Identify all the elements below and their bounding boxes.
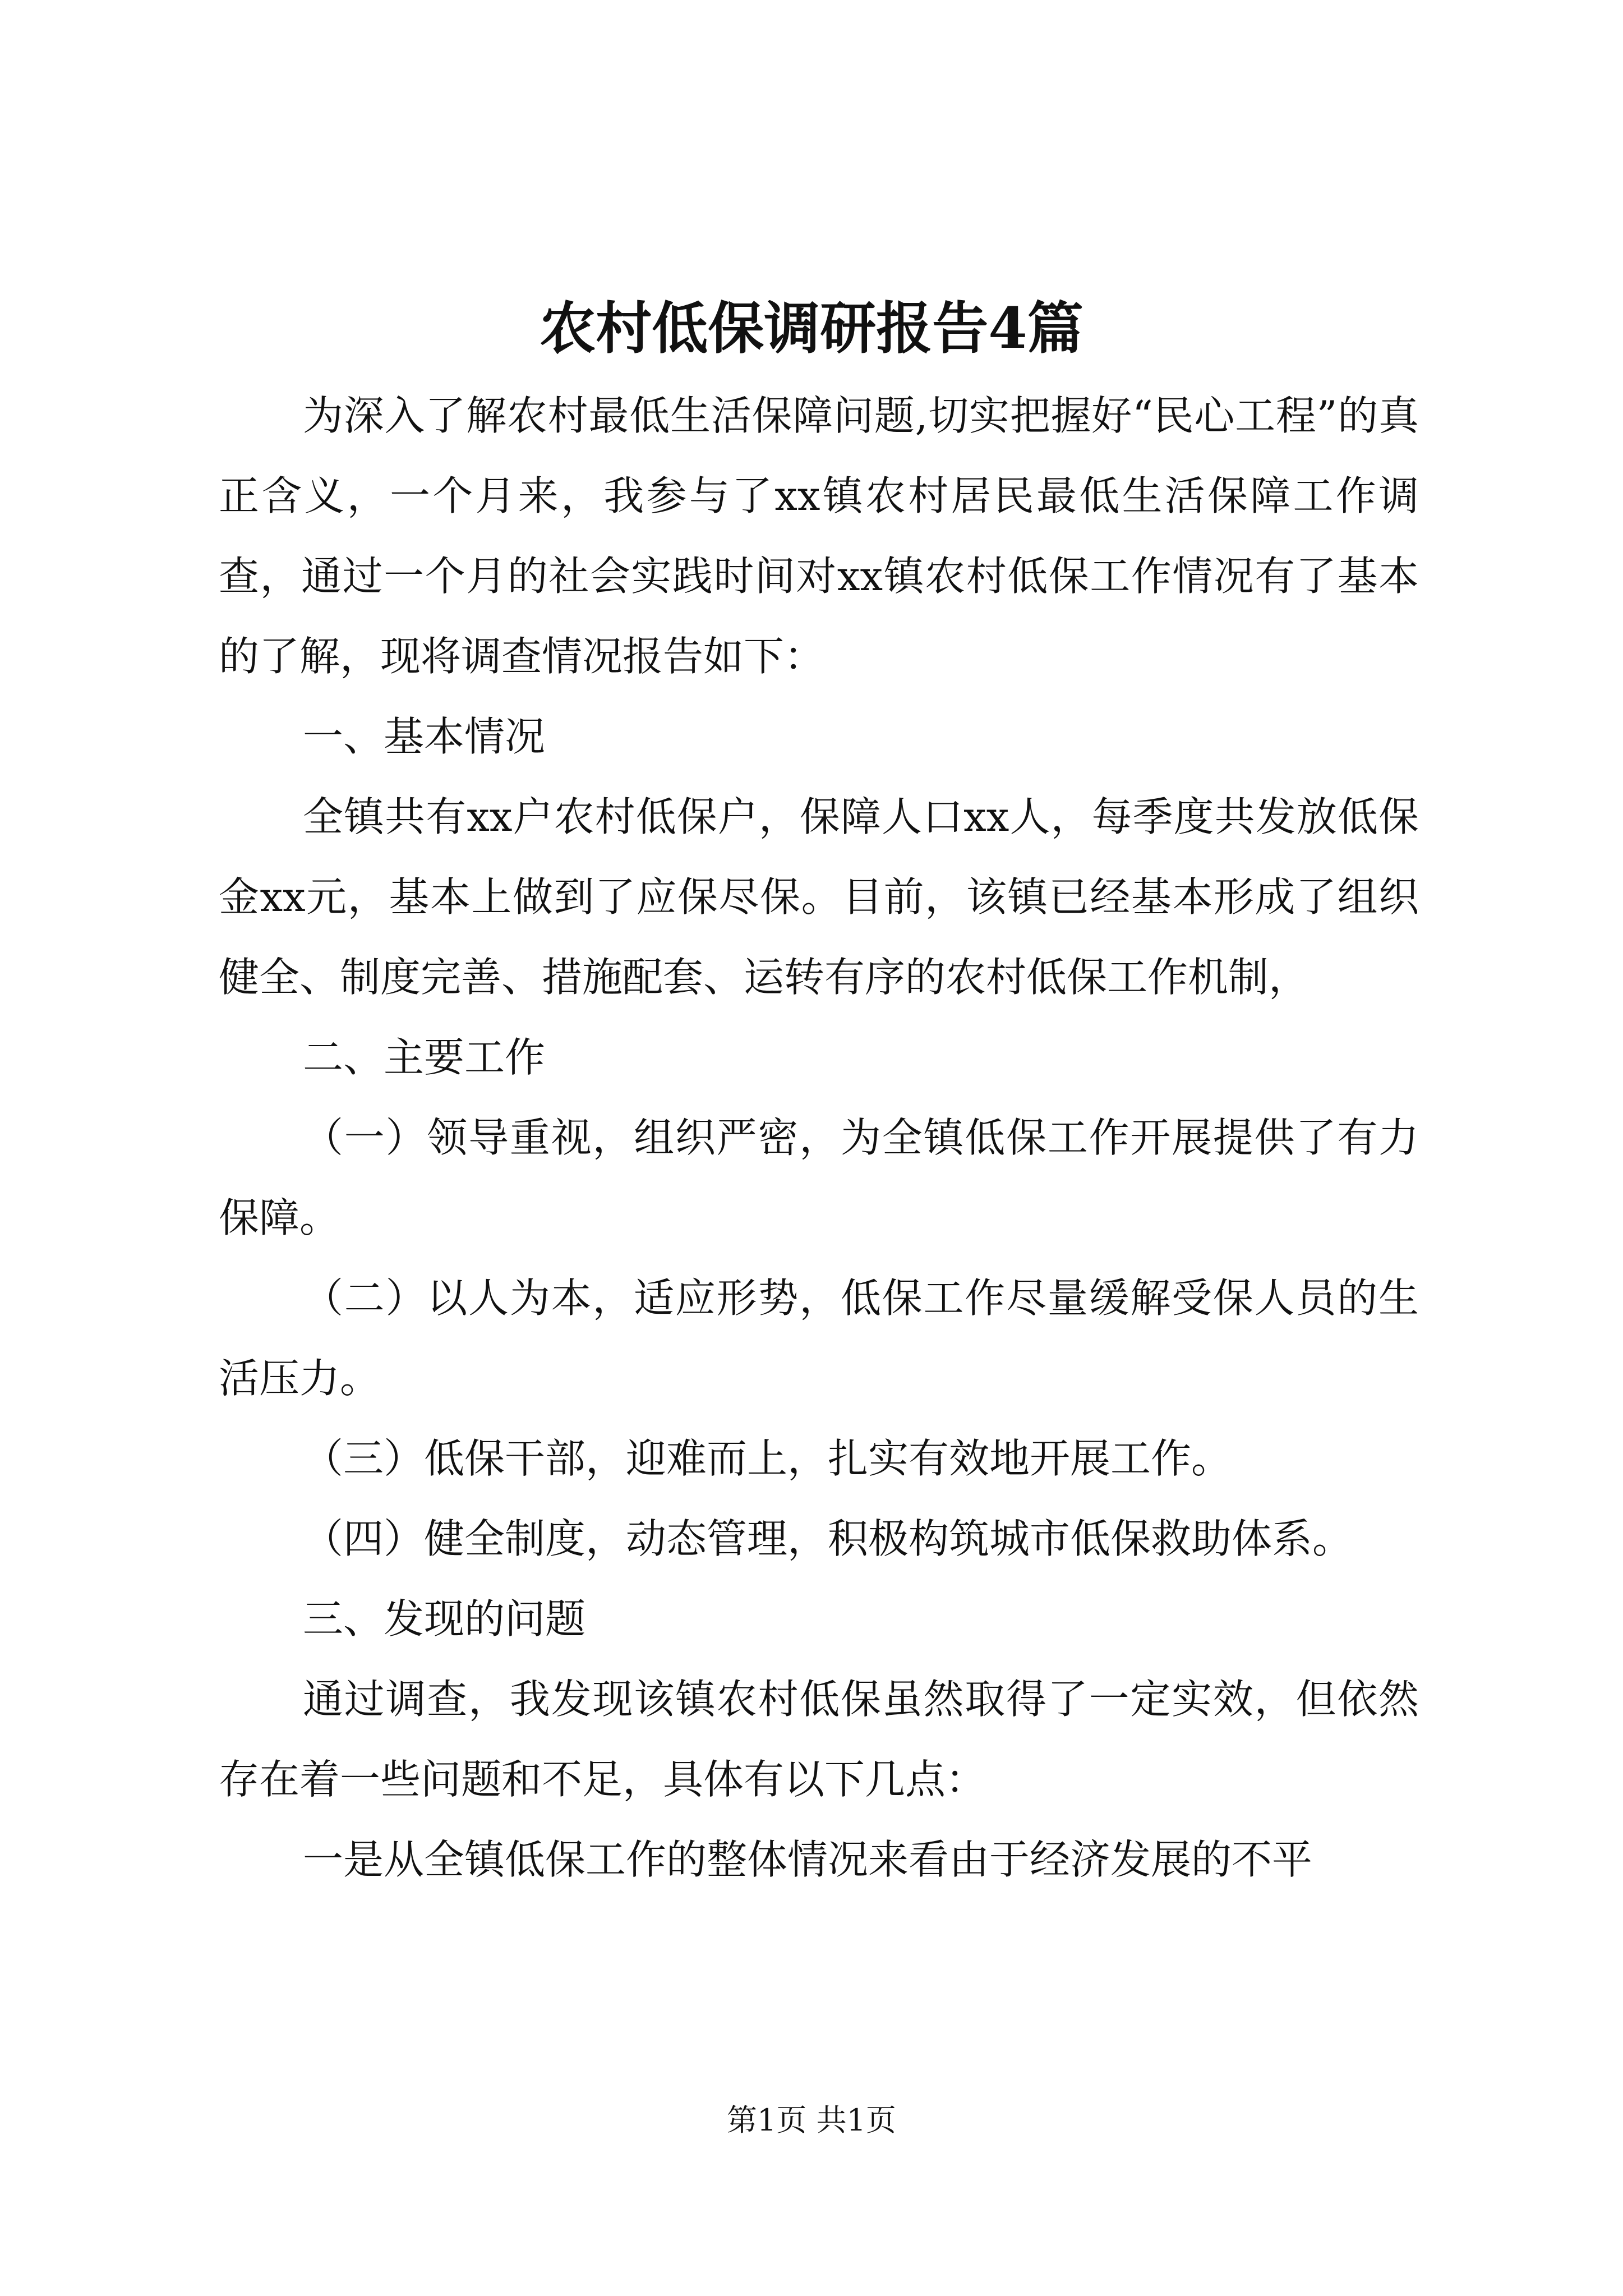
problem-item-1: 一是从全镇低保工作的整体情况来看由于经济发展的不平 xyxy=(303,1836,1313,1883)
main-work-item-3: （三）低保干部，迎难而上，扎实有效地开展工作。 xyxy=(303,1435,1232,1482)
intro-paragraph: 为深入了解农村最低生活保障问题,切实把握好“民心工程”的真正含义，一个月来，我参与了xx镇农村居民最低生活保障工作调查，通过一个月的社会实践时间对xx镇农村低保工作情况有了基本的了解，现将调查情况报告如下： xyxy=(219,392,1419,680)
section-heading-basic-situation: 一、基本情况 xyxy=(303,713,546,760)
document-body xyxy=(219,376,1419,1900)
section-heading-main-work: 二、主要工作 xyxy=(303,1034,546,1081)
main-work-item-2: （二）以人为本，适应形势，低保工作尽量缓解受保人员的生活压力。 xyxy=(219,1274,1419,1402)
page-footer: 第1页 共1页 xyxy=(727,2102,896,2138)
problems-paragraph: 通过调查，我发现该镇农村低保虽然取得了一定实效，但依然存在着一些问题和不足，具体有以下几点： xyxy=(219,1676,1419,1803)
basic-situation-paragraph: 全镇共有xx户农村低保户，保障人口xx人，每季度共发放低保金xx元，基本上做到了应保尽保。目前，该镇已经基本形成了组织健全、制度完善、措施配套、运转有序的农村低保工作机制， xyxy=(219,793,1419,1001)
section-heading-problems: 三、发现的问题 xyxy=(303,1595,586,1642)
main-work-item-4: （四）健全制度，动态管理，积极构筑城市低保救助体系。 xyxy=(303,1515,1353,1562)
main-work-item-1: （一）领导重视，组织严密，为全镇低保工作开展提供了有力保障。 xyxy=(219,1114,1419,1241)
document-title: 农村低保调研报告4篇 xyxy=(540,295,1083,361)
